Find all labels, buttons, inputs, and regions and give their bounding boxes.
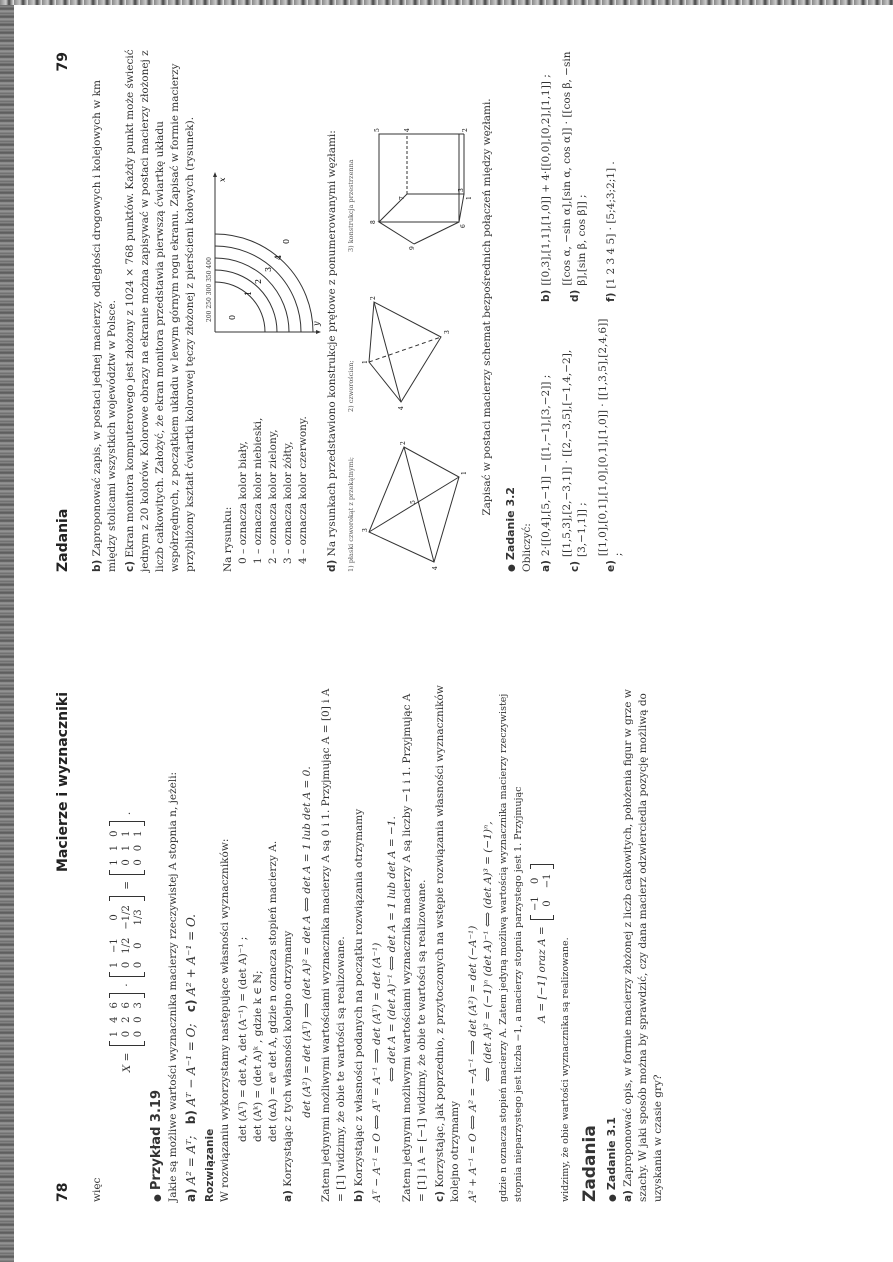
properties-list <box>236 682 281 1202</box>
property: det (αA) = αⁿ det A, gdzie n oznacza stopień macierzy A. <box>267 840 279 1142</box>
solution-c-conclusion: gdzie n oznacza stopień macierzy A. Zatem jedyną możliwą wartością wyznacznika macierzy rzeczywistej stopnia nieparzystego jest liczba −1, a macierzy stopnia parzystego jest 1. Przyjmując <box>498 693 524 1202</box>
exercise-label: f) <box>604 292 617 302</box>
part-b-label: b) <box>184 1110 198 1125</box>
page-79 <box>0 12 893 622</box>
solution-b-text: Korzystając z własności podanych na początku rozwiązania otrzymamy <box>353 808 365 1187</box>
page-body <box>90 42 626 572</box>
quadrilateral-diagram <box>359 432 469 572</box>
exercise-expression: [[0,3],[1,1],[1,0]] + 4·[[0,0],[0,2],[1,1]] ; <box>540 74 552 286</box>
task-d <box>325 42 340 572</box>
legend-item: 4 – oznacza kolor czerwony. <box>297 416 309 564</box>
part-c-label: c) <box>434 1190 446 1202</box>
exercise-expression: [[1,5,3],[2,−3,1]] · [[2,−3,5],[−1,4,−2],[3,−1,1]] ; <box>561 349 588 557</box>
solution-b-conclusion: Zatem jedynymi możliwymi wartościami wyznacznika macierzy A są liczby −1 i 1. Przyjmując A = [1] i A = [−1] widzimy, że obie te wartości są realizowane. <box>401 693 428 1202</box>
exercise-label: b) <box>540 289 552 302</box>
property: det (Aᵏ) = (det A)ᵏ , gdzie k ∈ ℕ; <box>252 970 264 1142</box>
exercise-e <box>596 312 626 572</box>
exercise-expression: [1 2 3 4 5] · [5;4;3;2;1] . <box>604 161 617 289</box>
example-title: ● Przykład 3.19 <box>149 682 166 1202</box>
part-c-label: c) <box>184 999 198 1013</box>
part-b-label: b) <box>353 1189 365 1202</box>
exercise-a <box>539 312 554 572</box>
page-body <box>90 682 669 1202</box>
solution-final: widzimy, że obie wartości wyznacznika są realizowane. <box>560 937 571 1202</box>
task-3-2-title: ● Zadanie 3.2 <box>503 42 520 572</box>
solution-a-math: det (A²) = det (Aᵀ) ⟹ (det A)² = det A ⟺ det A = 1 lub det A = 0. <box>301 766 313 1118</box>
svg-text:0: 0 <box>228 314 237 320</box>
example-lhs: A = [−1] oraz A = <box>536 926 548 1023</box>
svg-text:3: 3 <box>458 188 465 192</box>
color-legend <box>221 352 311 572</box>
exercise-expression: [[1,0],[0,1],[1,0],[0,1],[1,0]] · [[1,3,5],[2,4,6]] ; <box>597 318 624 557</box>
solution-b-math-2: ⟺ det A = (det A)⁻¹ ⟺ det A = 1 lub det A = −1. <box>386 816 398 1082</box>
solution-a-conclusion: Zatem jedynymi możliwymi wartościami wyznacznika macierzy A są 0 i 1. Przyjmując A = [0] i A = [1] widzimy, że obie te wartości są realizowane. <box>320 688 347 1202</box>
svg-text:8: 8 <box>370 220 377 224</box>
task-b <box>90 42 120 572</box>
dot-operator: · <box>121 983 133 987</box>
svg-text:2: 2 <box>254 278 263 284</box>
solution-a-text: Korzystając z tych własności kolejno otrzymamy <box>282 930 294 1187</box>
running-title: Macierze i wyznaczniki <box>55 692 71 873</box>
truss-figures <box>344 42 474 572</box>
svg-text:2: 2 <box>462 128 469 132</box>
rainbow-quarter-figure <box>201 172 321 342</box>
page-header <box>55 652 79 1252</box>
part-b-text: Aᵀ − A⁻¹ = O; <box>184 1023 198 1107</box>
exercise-d <box>560 42 590 302</box>
solution-b <box>352 682 367 1202</box>
legend-item: 3 – oznacza kolor żółty, <box>282 441 294 564</box>
equals-sign: = <box>121 880 133 890</box>
svg-text:200 250 300 350 400: 200 250 300 350 400 <box>206 257 213 322</box>
svg-text:1: 1 <box>461 471 468 475</box>
period: . <box>121 811 133 816</box>
task-3-2-subtitle: Obliczyć: <box>521 523 533 572</box>
svg-text:6: 6 <box>460 224 467 228</box>
svg-text:x: x <box>218 177 227 182</box>
task-c-text: Ekran monitora komputerowego jest złożony z 1024 × 768 punktów. Każdy punkt może świecić jednym z 20 kolorów. Kolorowe obrazy na ekranie można zapisywać w postaci macierzy złożonej z liczb całkowitych. Założyć, że ekran monitora przedstawia pierwszą ćwiartkę układu współrzędnych, z początkiem układu w lewym górnym rogu ekranu. Zapisać w formie macierzy przybliżony kształt ćwiartki kolorowej tęczy złożonej z pierścieni kołowych (rysunek). <box>124 49 196 572</box>
figure-caption: 3) konstrukcja przestrzenna <box>347 159 355 252</box>
svg-text:3: 3 <box>444 330 451 334</box>
task-c <box>123 42 198 572</box>
exercise-expression: [[cos α, −sin α],[sin α, cos α]] · [[cos β, −sin β],[sin β, cos β]] ; <box>561 51 588 286</box>
part-b-label: b) <box>91 559 103 572</box>
svg-text:0: 0 <box>282 238 291 244</box>
property: det (Aᵀ) = det A, det (A⁻¹) = (det A)⁻¹ ; <box>237 936 249 1142</box>
section-title: Zadania <box>580 1125 600 1202</box>
exercise-label: d) <box>568 289 581 302</box>
part-c-label: c) <box>124 560 136 572</box>
svg-text:3: 3 <box>264 266 273 272</box>
solution-c-text: Korzystając, jak poprzednio, z przytoczonych na wstępie rozwiązania własności wyznaczników kolejno otrzymamy <box>434 685 461 1202</box>
figure-spatial-structure <box>344 102 474 252</box>
intro-word: więc <box>91 1177 103 1202</box>
equation-lhs: X = <box>121 1052 133 1073</box>
svg-text:y: y <box>312 321 321 326</box>
page-78 <box>0 652 893 1252</box>
svg-text:4: 4 <box>274 254 283 260</box>
part-a-label: a) <box>282 1190 294 1202</box>
svg-text:1: 1 <box>244 290 253 296</box>
task-3-1-a-text: Zaproponować opis, w formie macierzy złożonej z liczb całkowitych, położenia figur w grze w szachy. W jaki sposób można by sprawdzić, czy dana macierz odzwierciedla pozycję możliwą do uzyskania w czasie gry? <box>622 689 664 1202</box>
svg-text:4: 4 <box>398 406 405 410</box>
spatial-structure-diagram <box>359 102 473 252</box>
figure-quadrilateral <box>344 432 474 572</box>
svg-text:9: 9 <box>409 246 416 250</box>
figure-caption: 1) płaski czworokąt z przekątnymi; <box>347 456 355 572</box>
task-3-1-title: ● Zadanie 3.1 <box>604 682 621 1202</box>
solution-intro: W rozwiązaniu wykorzystamy następujące własności wyznaczników: <box>219 838 231 1202</box>
svg-text:5: 5 <box>374 128 381 132</box>
solution-c-example <box>530 682 554 1202</box>
matrix-m1: 1 4 6 0 2 6 0 0 3 <box>109 993 145 1046</box>
figure-caption: 2) czworościan; <box>347 360 355 412</box>
task-d-text: Na rysunkach przedstawiono konstrukcje prętowe z ponumerowanymi węzłami: <box>326 130 338 557</box>
page-number: 78 <box>55 1182 71 1202</box>
solution-heading: Rozwiązanie <box>204 1128 216 1202</box>
rainbow-section <box>201 42 321 572</box>
svg-text:1: 1 <box>466 196 473 200</box>
solution-c-math-1: A² + A⁻¹ = O ⟺ A² = −A⁻¹ ⟹ det (A²) = det (−A⁻¹) <box>467 925 479 1202</box>
legend-item: 2 – oznacza kolor zielony, <box>267 429 279 564</box>
legend-title: Na rysunku: <box>222 506 234 572</box>
example-matrix: −1 0 0 −1 <box>530 864 554 920</box>
svg-text:4: 4 <box>404 128 411 132</box>
exercise-label: e) <box>604 560 617 572</box>
exercise-expression: 2·[[0,4],[5,−1]] − [[1,−1],[3,−2]] ; <box>540 374 552 557</box>
svg-text:2: 2 <box>370 296 377 300</box>
running-title: Zadania <box>55 508 71 572</box>
svg-text:5: 5 <box>410 500 417 504</box>
exercise-b <box>539 42 554 302</box>
svg-text:7: 7 <box>399 196 406 200</box>
part-a-label: a) <box>184 1188 198 1202</box>
task-3-1-a <box>621 682 666 1202</box>
solution-b-math-1: Aᵀ − A⁻¹ = O ⟺ Aᵀ = A⁻¹ ⟹ det (Aᵀ) = det (A⁻¹) <box>371 942 383 1202</box>
svg-text:2: 2 <box>400 441 407 445</box>
matrix-m3: 1 1 0 0 1 1 0 0 1 <box>109 822 145 875</box>
figure-tetrahedron <box>344 272 474 412</box>
exercise-grid <box>539 42 626 572</box>
page-number: 79 <box>55 52 71 72</box>
example-parts <box>184 682 199 1202</box>
part-a-text: A² = Aᵀ; <box>184 1135 198 1185</box>
example-question: Jakie są możliwe wartości wyznacznika macierzy rzeczywistej A stopnia n, jeżeli: <box>167 771 179 1202</box>
x-equation <box>109 682 145 1202</box>
task-b-text: Zaproponować zapis, w postaci jednej macierzy, odległości drogowych i kolejowych w km między stolicami wszystkich województw w Polsce. <box>91 80 118 572</box>
legend-item: 1 – oznacza kolor niebieski, <box>252 417 264 564</box>
svg-text:1: 1 <box>362 360 369 364</box>
svg-text:3: 3 <box>362 528 369 532</box>
legend-item: 0 – oznacza kolor biały, <box>237 441 249 564</box>
exercise-c <box>560 312 590 572</box>
solution-a <box>281 682 296 1202</box>
part-c-text: A² + A⁻¹ = O. <box>184 914 198 996</box>
matrix-m2: 1 −1 0 0 1/2 −1/2 0 0 1/3 <box>109 896 145 977</box>
tetrahedron-diagram <box>359 272 469 412</box>
page-header <box>55 12 79 622</box>
exercise-label: c) <box>568 560 581 572</box>
svg-text:4: 4 <box>432 566 439 570</box>
part-d-label: d) <box>326 559 338 572</box>
part-a-label: a) <box>622 1190 634 1202</box>
exercise-f <box>596 42 626 302</box>
task-d-instruction: Zapisać w postaci macierzy schemat bezpośrednich połączeń między węzłami. <box>481 98 493 516</box>
solution-c-math-2: ⟺ (det A)² = (−1)ⁿ (det A)⁻¹ ⟺ (det A)³ = (−1)ⁿ, <box>482 821 494 1082</box>
exercise-label: a) <box>540 560 552 572</box>
solution-c <box>433 682 463 1202</box>
